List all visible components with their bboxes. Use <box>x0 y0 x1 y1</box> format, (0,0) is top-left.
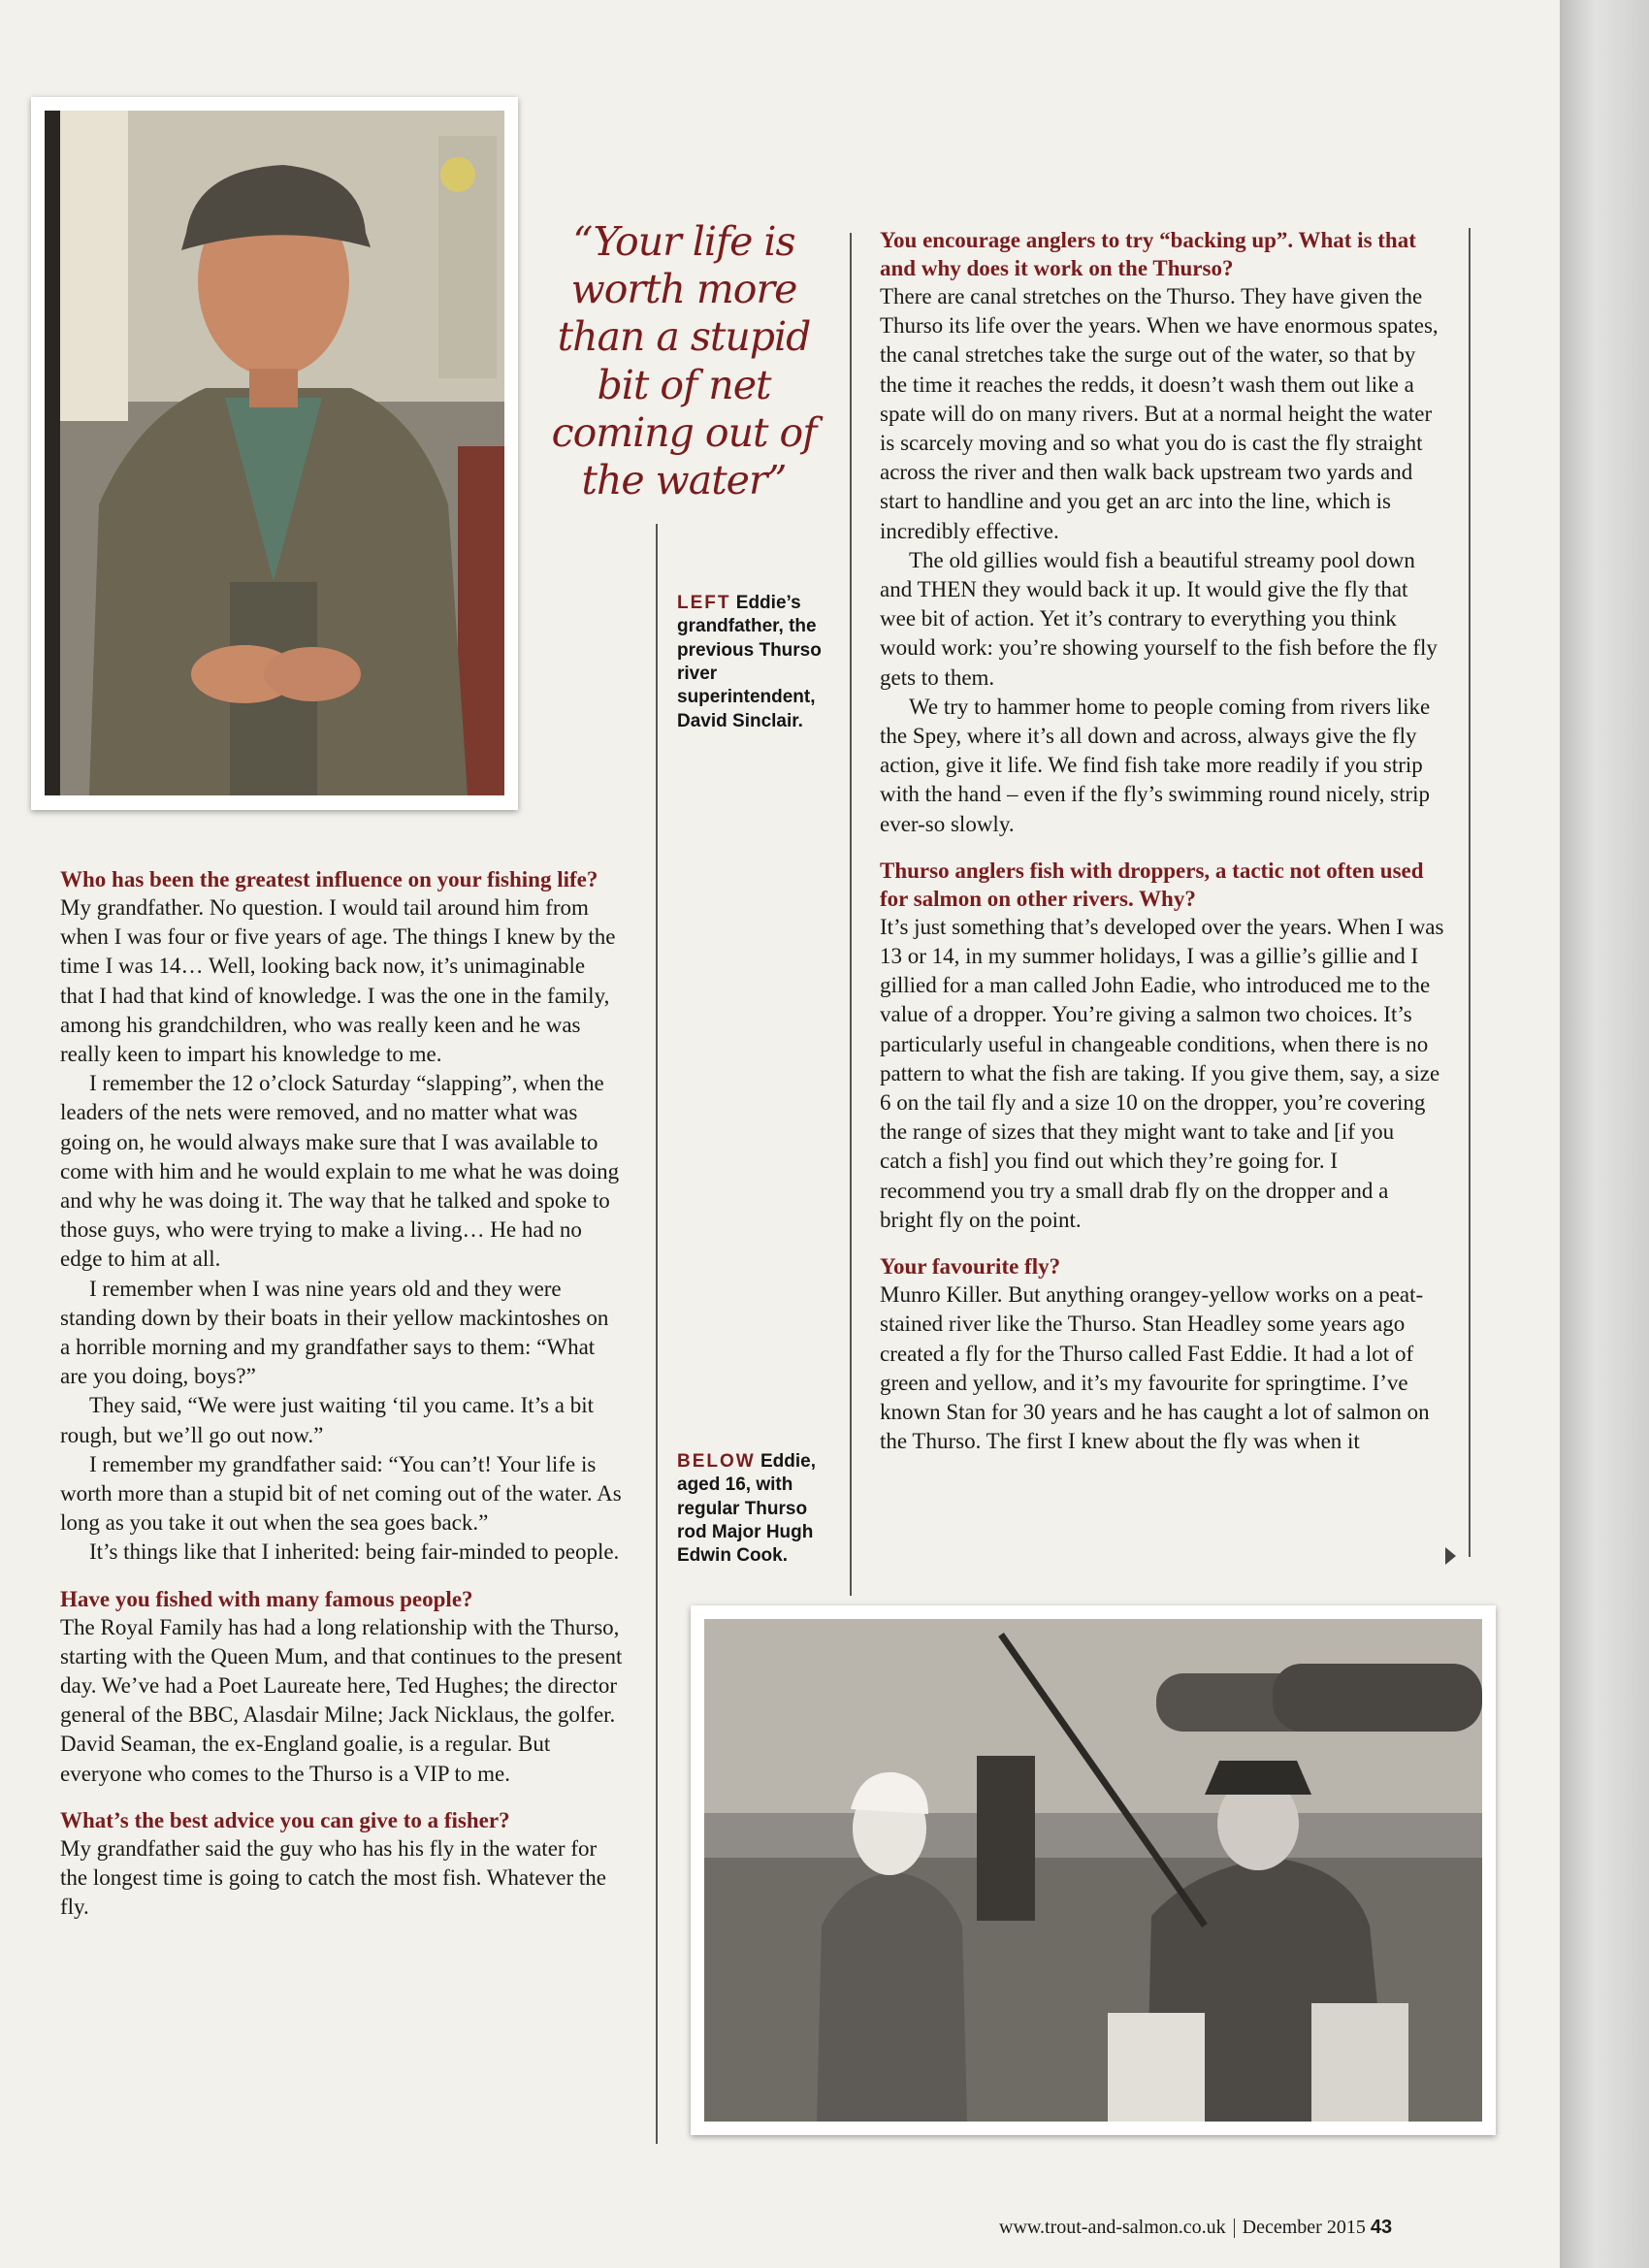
grandfather-photo-image <box>31 97 518 810</box>
question-heading: Your favourite fly? <box>880 1254 1061 1280</box>
page-number: 43 <box>1370 2217 1393 2238</box>
footer-issue: December 2015 <box>1242 2217 1366 2238</box>
section-spacer <box>60 1789 623 1806</box>
pull-quote: “Your life is worth more than a stupid bit of net coming out of the water” <box>551 218 817 503</box>
caption-below <box>677 1450 832 1569</box>
column-rule-right <box>1469 228 1471 1557</box>
eddie-photo-image <box>691 1605 1496 2135</box>
body-paragraph: They said, “We were just waiting ‘til you came. It’s a bit rough, but we’ll go out now.” <box>60 1393 594 1447</box>
question-heading: Who has been the greatest influence on your fishing life? <box>60 867 598 891</box>
body-paragraph: It’s just something that’s developed over the years. When I was 13 or 14, in my summer holidays, I was a gillie’s gillie and I gillied for a man called John Eadie, who introduced me to the value of a dropper. You’re giving a salmon two choices. It’s particularly useful in changeable conditions, when there is no pattern to what the fish are taking. If you give them, say, a size 6 on the tail fly and a size 10 on the dropper, you’re covering the range of sizes that they might want to take and [if you catch a fish] you find out which they’re going for. I recommend you try a small drab fly on the dropper and a bright fly on the point. <box>880 914 1444 1232</box>
section-spacer <box>880 1235 1444 1252</box>
body-paragraph: My grandfather. No question. I would tail around him from when I was four or five years of age. The things I knew by the time I was 14… Well, looking back now, it’s unimaginable that I had that kind of knowledge. I was the one in the family, among his grandchildren, who was really keen and he was really keen to impart his knowledge to me. <box>60 895 616 1067</box>
question-heading: Have you fished with many famous people? <box>60 1586 473 1611</box>
body-paragraph: I remember when I was nine years old and they were standing down by their boats in their yellow mackintoshes on a horrible morning and my grandfather says to them: “What are you doing, boys?” <box>60 1276 609 1389</box>
right-column-article <box>880 226 1444 1456</box>
column-rule-left <box>656 524 658 2144</box>
caption-left-lead: LEFT <box>677 593 731 613</box>
body-paragraph: The old gillies would fish a beautiful streamy pool down and THEN they would back it up. It would give the fly that wee bit of action. Yet it’s contrary to everything you think would work: you’re showing yourself to the fish before the fly gets to them. <box>880 547 1438 690</box>
caption-below-text: Eddie, aged 16, with regular Thurso rod Major Hugh Edwin Cook. <box>677 1451 817 1567</box>
caption-left <box>677 592 824 733</box>
body-paragraph: Munro Killer. But anything orangey-yellow works on a peat-stained river like the Thurso. Stan Headley some years ago created a fly for the Thurso called Fast Eddie. It had a lot of green and yellow, and it’s my favourite for springtime. I’ve known Stan for 30 years and he has caught a lot of salmon on the Thurso. The first I knew about the fly was when it <box>880 1282 1430 1454</box>
body-paragraph: I remember my grandfather said: “You can’t! Your life is worth more than a stupid bit of net coming out of the water. As long as you take it out when the sea goes back.” <box>60 1451 622 1536</box>
caption-left-text: Eddie’s grandfather, the previous Thurso river superintendent, David Sinclair. <box>677 593 822 731</box>
footer-divider <box>1234 2219 1235 2238</box>
body-paragraph: It’s things like that I inherited: being fair-minded to people. <box>89 1539 620 1565</box>
body-paragraph: There are canal stretches on the Thurso. They have given the Thurso its life over the years. When we have enormous spates, the canal stretches take the surge out of the water, so that by the time it reaches the redds, it doesn’t wash them out like a spate will do on many rivers. But at a normal height the water is scarcely moving and so what you do is cast the fly straight across the river and then walk back upstream two yards and start to handline and you get an arc into the line, which is incredibly effective. <box>880 284 1439 543</box>
body-paragraph: The Royal Family has had a long relationship with the Thurso, starting with the Queen Mum, and that continues to the present day. We’ve had a Poet Laureate here, Ted Hughes; the director general of the BBC, Alasdair Milne; Jack Nicklaus, the golfer. David Seaman, the ex-England goalie, is a regular. But everyone who comes to the Thurso is a VIP to me. <box>60 1614 623 1786</box>
page-gutter <box>1560 0 1649 2268</box>
column-rule-middle <box>850 233 852 1596</box>
photo-eddie-and-major <box>691 1605 1496 2135</box>
page-footer <box>999 2217 1392 2239</box>
photo-grandfather <box>31 97 518 810</box>
question-heading: Thurso anglers fish with droppers, a tactic not often used for salmon on other rivers. Why? <box>880 858 1424 911</box>
body-paragraph: We try to hammer home to people coming from rivers like the Spey, where it’s all down and across, always give the fly action, give it life. We find fish take more readily if you strip with the hand – even if the fly’s swimming round nicely, strip ever-so slowly. <box>880 694 1431 836</box>
body-paragraph: I remember the 12 o’clock Saturday “slapping”, when the leaders of the nets were removed, and no matter what was going on, he would always make sure that I was available to come with him and he would explain to me what he was doing and why he was doing it. The way that he talked and spoke to those guys, who were trying to make a living… He had no edge to him at all. <box>60 1071 620 1272</box>
section-spacer <box>60 1568 623 1585</box>
question-heading: What’s the best advice you can give to a fisher? <box>60 1807 510 1832</box>
footer-url[interactable]: www.trout-and-salmon.co.uk <box>999 2217 1226 2238</box>
caption-below-lead: BELOW <box>677 1451 756 1472</box>
left-column-article <box>60 865 623 1923</box>
body-paragraph: My grandfather said the guy who has his fly in the water for the longest time is going to catch the most fish. Whatever the fly. <box>60 1835 606 1920</box>
continue-arrow-icon <box>1445 1547 1456 1565</box>
section-spacer <box>880 839 1444 857</box>
question-heading: You encourage anglers to try “backing up”. What is that and why does it work on the Thurso? <box>880 228 1416 280</box>
